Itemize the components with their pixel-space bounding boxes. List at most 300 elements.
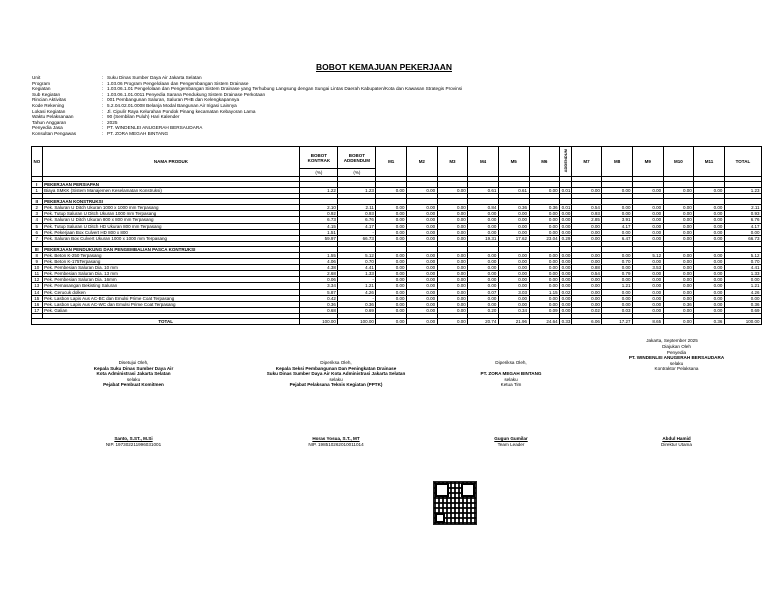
row-value: 0.00 [376,265,407,271]
total-value: 0.36 [694,318,725,324]
row-value: 0.00 [694,277,725,283]
signature-line: Diperiksa Oleh, [320,360,352,365]
row-value: 0.00 [529,265,560,271]
row-value: 0.00 [376,271,407,277]
signature-line: Disetujui Oleh, [118,360,149,365]
row-value: 0.00 [602,289,633,295]
total-row [32,318,762,324]
row-value: 0.00 [663,235,694,241]
row-value: 0.00 [529,283,560,289]
info-colon: : [102,114,104,120]
row-value: 0.00 [529,271,560,277]
row-value: 0.00 [561,211,571,217]
header-month: M2 [407,147,438,177]
info-key: Penyedia Jasa [32,125,63,131]
row-value: 0.00 [561,229,571,235]
row-value: 0.00 [561,271,571,277]
row-value: 0.00 [663,205,694,211]
signature-line: selaku [329,376,343,382]
total-value: 0.00 [437,318,468,324]
signature [436,360,586,447]
row-value: 3.03 [498,289,529,295]
row-value: 0.00 [663,217,694,223]
row-value: 0.00 [633,223,664,229]
row-value: 0.00 [498,252,529,258]
row-value: 0.00 [407,277,438,283]
info-key: Rincian Aktivitas [32,97,67,103]
project-info [32,75,462,137]
row-value: 0.00 [437,301,468,307]
row-value: 0.00 [376,211,407,217]
row-bobot-kontrak: 2.10 [300,205,338,211]
info-colon: : [102,119,104,125]
row-no: 3 [32,211,43,217]
row-bobot-addendum: 0.36 [338,301,376,307]
row-nama-produk: Pek. Lasbon Lapis Aus AC-WC dan Emulsi Prime Coat Terpasang [42,301,300,307]
row-value: 4.17 [724,223,761,229]
progress-table [31,146,762,325]
row-value: 0.84 [468,205,499,211]
row-value: 0.00 [571,277,602,283]
row-bobot-kontrak: 2.68 [300,271,338,277]
row-value: 0.61 [498,188,529,194]
signature-line: Diajukan Oleh [662,344,691,349]
row-nama-produk: Pek. Saluran U Ditch Ukuran 1000 x 1000 mm Terpasang [42,205,300,211]
row-value: 0.00 [694,283,725,289]
row-bobot-addendum: 0.69 [338,307,376,313]
row-value: 0.00 [529,188,560,194]
row-value: 0.00 [561,295,571,301]
header-bobot-addendum: BOBOT ADDENDUM [338,147,376,169]
row-value: 0.00 [498,277,529,283]
row-value: 0.93 [571,211,602,217]
row-bobot-kontrak: 1.22 [300,188,338,194]
total-value: 8.65 [633,318,664,324]
total-value: 100.00 [724,318,761,324]
total-value: 24.64 [529,318,560,324]
row-value: 4.41 [724,265,761,271]
row-nama-produk: Pek. Pembesian Saluran Dia. 13 mm [42,271,300,277]
row-value: 0.00 [529,217,560,223]
signatory-title: Direktur Utama [661,441,692,447]
signatory-name: Abdul Hamid [662,435,691,441]
row-value: 0.00 [724,295,761,301]
info-colon: : [102,102,104,108]
row-value: 0.00 [663,271,694,277]
signatory-name: Gugun Gumilar [494,435,528,441]
row-value: 0.00 [437,217,468,223]
header-no: NO [32,147,43,177]
signature-space [31,388,236,436]
row-value: 4.17 [602,223,633,229]
row-value: 0.00 [694,259,725,265]
signature-line: Diperiksa Oleh, [495,360,527,365]
row-value: 0.00 [602,295,633,301]
info-key: Sub Kegiatan [32,91,61,97]
row-no: 8 [32,252,43,258]
info-key: Konsultan Pengawas [32,130,77,136]
header-month: M9 [633,147,664,177]
row-value: 0.00 [498,259,529,265]
table-row [32,223,762,229]
info-colon: : [102,130,104,136]
row-value: 0.00 [571,289,602,295]
row-nama-produk: Pek. Tutup Saluran U Ditch Ukuran 1000 mm Terpasang [42,211,300,217]
row-bobot-addendum: - [338,295,376,301]
row-value: 0.00 [437,205,468,211]
signature-line: Suku Dinas Sumber Daya Air Kota Administrasi Jakarta Selatan [266,371,406,377]
row-bobot-kontrak: 3.34 [300,283,338,289]
info-colon: : [102,86,104,92]
row-value: 0.00 [437,271,468,277]
row-value: 0.00 [407,235,438,241]
total-value: 21.96 [498,318,529,324]
row-value: 0.00 [602,188,633,194]
row-value: 0.00 [437,265,468,271]
row-value: 2.11 [724,205,761,211]
total-bobot-addendum: 100.00 [338,318,376,324]
signature-line: selaku [126,376,141,382]
header-month: M5 [498,147,529,177]
row-value: 0.00 [437,229,468,235]
row-value: 0.69 [724,307,761,313]
row-value: 19.31 [468,235,499,241]
row-value: 3.53 [633,265,664,271]
row-value: 0.00 [498,271,529,277]
row-bobot-addendum: 1.23 [338,188,376,194]
header-month: M11 [694,147,725,177]
row-value: 0.00 [561,252,571,258]
row-value: 0.00 [571,295,602,301]
info-key: Program [32,80,50,86]
row-value: 0.03 [602,307,633,313]
row-no: 12 [32,277,43,283]
row-value: 0.00 [376,259,407,265]
row-value: 0.00 [468,223,499,229]
info-key: Kegiatan [32,86,51,92]
signature-line: selaku [669,360,684,366]
row-value: 4.26 [724,289,761,295]
row-value: 0.00 [602,229,633,235]
row-no: 13 [32,283,43,289]
info-value: Jl. Cipulir Raya Kelurahan Pondok Pinang kecamatan Kebayoran Lama [107,108,256,114]
signature-space [236,388,436,436]
row-value: 0.00 [694,307,725,313]
row-bobot-kontrak: 0.68 [300,307,338,313]
signature-line: Kepala Suku Dinas Sumber Daya Air [93,365,174,371]
row-bobot-addendum: 0.70 [338,259,376,265]
row-value: 0.00 [633,259,664,265]
row-value: 0.00 [663,277,694,283]
row-value: 0.00 [407,295,438,301]
row-value: 3.91 [602,217,633,223]
row-value: 0.00 [602,205,633,211]
row-value: 0.00 [498,295,529,301]
info-colon: : [102,125,104,131]
row-bobot-kontrak: 4.06 [300,259,338,265]
row-value: 0.00 [694,217,725,223]
row-value: 0.00 [529,211,560,217]
info-key: Unit [32,75,41,80]
qr-code [433,481,477,525]
row-bobot-addendum: 66.73 [338,235,376,241]
signature-line: Kota Administrasi Jakarta Selatan [96,371,171,377]
row-value: 0.00 [437,277,468,283]
row-no: 4 [32,217,43,223]
row-bobot-kontrak: 4.15 [300,223,338,229]
table-row [32,295,762,301]
row-value: 0.00 [633,307,664,313]
row-value: 0.00 [602,277,633,283]
row-value: 0.00 [407,259,438,265]
row-value: 0.00 [571,229,602,235]
row-value: 17.62 [498,235,529,241]
row-value: 0.00 [633,229,664,235]
section-title: PEKERJAAN PERSIAPAN [42,182,300,188]
row-value: 0.00 [633,235,664,241]
row-value: 0.00 [561,223,571,229]
signature [236,360,436,447]
row-value: 0.00 [468,229,499,235]
row-nama-produk: Pek. Tutup Saluran U Ditch HD Ukuran 800 mm Terpasang [42,223,300,229]
row-no: 15 [32,295,43,301]
row-value: 0.01 [561,205,571,211]
signature-space [436,388,586,436]
signatory-title: NIP. 198510262010011014 [308,441,364,447]
row-value: 0.00 [376,229,407,235]
row-value: 0.00 [407,271,438,277]
row-bobot-kontrak: 59.97 [300,235,338,241]
row-value: 0.00 [633,188,664,194]
signature-line: Penyedia [666,349,687,355]
header-bobot-kontrak: BOBOT KONTRAK [300,147,338,169]
row-value: 0.00 [437,223,468,229]
row-value: 0.36 [663,301,694,307]
section-no: III [32,246,43,252]
row-value: 0.00 [376,188,407,194]
row-value: 0.00 [694,211,725,217]
row-value: 0.00 [468,217,499,223]
signature [31,360,236,447]
row-value: 0.00 [561,307,571,313]
row-value: 0.00 [437,235,468,241]
info-value: 2025 [107,119,118,125]
row-value: 0.00 [468,259,499,265]
row-value: 0.00 [602,301,633,307]
row-value: 2.85 [571,217,602,223]
row-nama-produk: Pek. Cerucuk dolken [42,289,300,295]
info-colon: : [102,97,104,103]
row-value: 0.00 [468,252,499,258]
row-value: 0.34 [498,307,529,313]
row-value: 0.00 [468,271,499,277]
row-value: 0.00 [498,217,529,223]
row-value: 0.00 [724,277,761,283]
row-value: 0.00 [633,217,664,223]
row-value: 0.00 [663,295,694,301]
signature-line: PT. WINDENLEI ANUGERAH BERSAUDARA [628,355,725,361]
row-value: 0.00 [498,265,529,271]
row-value: 0.00 [407,252,438,258]
row-bobot-kontrak: 0.36 [300,301,338,307]
row-value: 0.00 [529,301,560,307]
signatory-title: NIP. 197302211996031001 [105,441,162,447]
row-nama-produk: Biaya SMKK (Sistem Manajemen Keselamatan Konstruksi) [42,188,300,194]
row-no: 6 [32,229,43,235]
total-bobot-kontrak: 100.00 [300,318,338,324]
row-nama-produk: Pek. Pembesian Saluran Dia. 16mm [42,277,300,283]
table-row [32,301,762,307]
row-value: 0.00 [498,211,529,217]
row-value: 0.00 [468,277,499,283]
row-nama-produk: Pek. Lasbon Lapis Aus AC-BC dan Emulsi Prime Coat Terpasang [42,295,300,301]
row-value: 0.01 [561,188,571,194]
header-month: M7 [571,147,602,177]
info-key: Kode Rekening [32,102,65,108]
info-key: Tahun Anggaran [32,119,67,125]
row-value: 0.00 [529,259,560,265]
row-value: 0.00 [571,252,602,258]
row-value: 0.00 [437,289,468,295]
info-colon: : [102,75,104,80]
total-label: TOTAL [32,318,300,324]
row-value: 1.15 [529,289,560,295]
row-value: 0.93 [724,211,761,217]
row-value: 1.21 [724,283,761,289]
signature-line: Ketua Tim [500,382,522,388]
row-value: 0.00 [468,211,499,217]
row-value: 0.00 [498,229,529,235]
row-nama-produk: Pek. Saluran U Ditch Ukuran 800 x 800 mm Terpasang [42,217,300,223]
info-value: Suku Dinas Sumber Daya Air Jakarta Selatan [107,75,202,80]
row-value: 0.00 [694,265,725,271]
header-month: M1 [376,147,407,177]
table-row [32,205,762,211]
row-bobot-addendum: - [338,229,376,235]
row-bobot-kontrak: 4.38 [300,265,338,271]
row-bobot-addendum: - [338,277,376,283]
header-nama-produk: NAMA PRODUK [42,147,300,177]
row-bobot-kontrak: 0.06 [300,277,338,283]
signatory-name: Horas Yosua, S.T., MT [312,435,360,441]
row-no: 7 [32,235,43,241]
row-value: 0.00 [407,307,438,313]
row-bobot-addendum: 1.33 [338,271,376,277]
row-value: 0.00 [571,259,602,265]
row-value: 0.00 [602,252,633,258]
row-value: 0.00 [376,289,407,295]
header-month: M8 [602,147,633,177]
row-value: 0.00 [561,283,571,289]
table-row [32,211,762,217]
row-value: 0.02 [571,307,602,313]
section-no: II [32,199,43,205]
row-value: 0.00 [437,259,468,265]
signature-line: selaku [504,376,518,382]
row-value: 0.00 [633,205,664,211]
total-value: 0.33 [561,318,571,324]
row-nama-produk: Pek. Galian [42,307,300,313]
row-value: 0.00 [571,301,602,307]
row-value: 0.00 [407,211,438,217]
table-row [32,235,762,241]
row-value: 0.00 [663,307,694,313]
row-value: 6.47 [602,235,633,241]
row-value: 0.00 [571,223,602,229]
signature-line: PT. ZORA MEGAH BINTANG [480,371,542,377]
row-value: 0.54 [571,271,602,277]
row-value: 0.00 [498,223,529,229]
header-month: M10 [663,147,694,177]
row-value: 0.36 [529,205,560,211]
row-value: 0.00 [437,252,468,258]
header-row [32,147,762,169]
row-value: 0.20 [468,307,499,313]
row-value: 66.73 [724,235,761,241]
row-no: 1 [32,188,43,194]
row-value: 0.00 [407,283,438,289]
row-value: 0.00 [376,307,407,313]
header-month: M4 [468,147,499,177]
info-colon: : [102,91,104,97]
row-value: 0.00 [694,188,725,194]
row-value: 0.00 [529,295,560,301]
row-value: 0.00 [407,289,438,295]
row-nama-produk: Pek. Pembesian Saluran Dia. 10 mm [42,265,300,271]
row-value: 0.02 [561,289,571,295]
row-value: 0.00 [694,229,725,235]
row-value: 5.12 [633,252,664,258]
row-value: 0.00 [561,301,571,307]
row-no: 11 [32,271,43,277]
row-value: 5.12 [724,252,761,258]
row-value: 0.00 [633,283,664,289]
row-value: 1.21 [602,283,633,289]
row-value: 0.00 [633,301,664,307]
document-title: BOBOT KEMAJUAN PEKERJAAN [315,62,452,72]
row-value: 0.00 [376,217,407,223]
row-value: 0.00 [633,271,664,277]
row-value: 0.00 [529,223,560,229]
row-bobot-kontrak: 0.42 [300,295,338,301]
total-value: 0.00 [407,318,438,324]
row-bobot-kontrak: 6.73 [300,217,338,223]
row-nama-produk: Pek. Saluran Box Culvert Ukuran 1000 x 1000 mm Terpasang [42,235,300,241]
row-value: 0.00 [571,235,602,241]
info-value: 1.03.06.1.01 Pengelolaan dan Pengembangan Sistem Drainase yang Terhubung Langsung dengan Sungai Lintas Daerah Kabupaten/Kota dan Kawasan Strategis Provinsi [107,86,463,92]
row-value: 0.00 [663,283,694,289]
row-value: 0.00 [663,211,694,217]
row-value: 23.04 [529,235,560,241]
row-value: 0.09 [529,307,560,313]
row-value: 0.00 [529,277,560,283]
row-value: 0.00 [633,295,664,301]
row-value: 0.00 [468,301,499,307]
info-colon: : [102,108,104,114]
row-value: 0.00 [407,265,438,271]
row-bobot-addendum: 4.26 [338,289,376,295]
row-no: 10 [32,265,43,271]
signature-line: Kontraktor Pelaksana [654,366,699,372]
row-value: 0.61 [468,188,499,194]
row-value: 0.00 [529,229,560,235]
row-value: 0.00 [571,283,602,289]
row-value: 0.00 [437,307,468,313]
row-value: 0.00 [498,301,529,307]
row-value: 0.29 [561,235,571,241]
row-value: 0.00 [663,252,694,258]
row-value: 1.23 [724,188,761,194]
